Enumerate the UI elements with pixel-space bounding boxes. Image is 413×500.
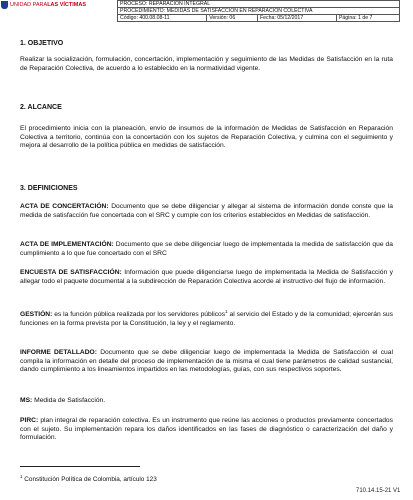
logo-text-2: LAS VÍCTIMAS	[47, 2, 86, 8]
definition-pirc	[20, 417, 393, 443]
definition-term: ACTA DE IMPLEMENTACIÓN:	[20, 241, 114, 248]
definition-informe	[20, 349, 393, 375]
objetivo-paragraph: Realizar la socialización, formulación, concertación, implementación y seguimiento de las Medidas de Satisfacción en la ruta de Reparación Colectiva, de acuerdo a lo establecido en la normatividad vigente.	[20, 56, 393, 72]
definition-text: Información que puede diligenciarse luego de implementada la Medida de Satisfacción y allegar todo el paquete documental a la subdirección de Reparación Colectiva acorde al instructivo del flujo de información.	[20, 269, 394, 285]
definition-acta-concertacion	[20, 203, 393, 220]
definition-text: es la función pública realizada por los servidores públicos	[52, 311, 226, 319]
definition-text: Documento que se debe diligenciar y allegar al sistema de información donde conste que la medida de satisfacción fue concertada con el SRC y cumple con los criterios establecidos en Medidas de satisfacción.	[20, 203, 393, 219]
definition-ms	[20, 397, 393, 406]
definition-text: al servicio del Estado y de la comunidad; ejercerán sus funciones en la forma prevista por la Constitución, la ley y el reglamento.	[20, 311, 393, 327]
document-control-table	[117, 0, 400, 22]
code-cell: Código: 400.08.08-11	[118, 15, 207, 22]
footnote	[20, 474, 157, 483]
definition-encuesta	[20, 269, 393, 286]
definition-text: Documento que se debe diligenciar luego de implementada la Medida de Satisfacción el cual compila la información en detalle del proceso de implementación de la misma el cual tiene parámetros de calidad sustancial, dando cumplimiento a los lineamientos impartidos en las metodologías, guías, con sus respectivos soportes.	[20, 349, 393, 374]
page-cell: Página: 1 de 7	[336, 15, 399, 22]
definition-term: MS:	[20, 397, 33, 404]
definition-term: ENCUESTA DE SATISFACCIÓN:	[20, 269, 122, 276]
definition-text: Medida de Satisfacción.	[32, 397, 106, 404]
form-code: 710.14.15-21 V1	[356, 488, 401, 494]
definiciones-heading: 3. DEFINICIONES	[20, 185, 78, 192]
definition-gestion	[20, 308, 393, 328]
definition-acta-implementacion	[20, 241, 393, 258]
footnote-number: 1	[20, 474, 23, 479]
definition-term: INFORME DETALLADO:	[20, 349, 97, 356]
definition-term: ACTA DE CONCERTACIÓN:	[20, 203, 109, 210]
logo-text-1: UNIDAD PARA	[10, 2, 48, 8]
colombia-shield-icon	[1, 1, 8, 9]
footnote-divider	[20, 466, 140, 467]
definition-term: PIRC:	[20, 417, 39, 424]
objetivo-heading: 1. OBJETIVO	[20, 40, 64, 47]
document-header	[0, 0, 413, 20]
unidad-victimas-logo	[1, 0, 111, 10]
alcance-heading: 2. ALCANCE	[20, 104, 62, 111]
process-cell: PROCESO: REPARACIÓN INTEGRAL	[118, 1, 400, 8]
definition-term: GESTIÓN:	[20, 311, 53, 319]
procedure-cell: PROCEDIMIENTO: MEDIDAS DE SATISFACCIÓN EN REPARACIÓN COLECTIVA	[118, 8, 400, 15]
footnote-text: Constitución Política de Colombia, artículo 123	[22, 476, 157, 484]
date-cell: Fecha: 05/12/2017	[257, 15, 336, 22]
footnote-reference[interactable]: 1	[225, 309, 228, 314]
definition-text: plan integral de reparación colectiva. Es un instrumento que reúne las acciones o productos previamente concertados con el sujeto. Su implementación repara los daños identificados en las fases de diagnóstico o caracterización del daño y formulación.	[20, 417, 393, 442]
alcance-paragraph: El procedimiento inicia con la planeación, envío de insumos de la información de Medidas de Satisfacción en Reparación Colectiva a territorio, continúa con la concertación con los sujetos de Reparación Colectiva, y culmina con el seguimiento y mejora al desarrollo de la política pública en medidas de satisfacción.	[20, 125, 393, 150]
definition-text: Documento que se debe diligenciar luego de implementada la medida de satisfacción que da cumplimiento a lo que fue concertado con el SRC	[20, 241, 393, 257]
version-cell: Versión: 06	[207, 15, 258, 22]
